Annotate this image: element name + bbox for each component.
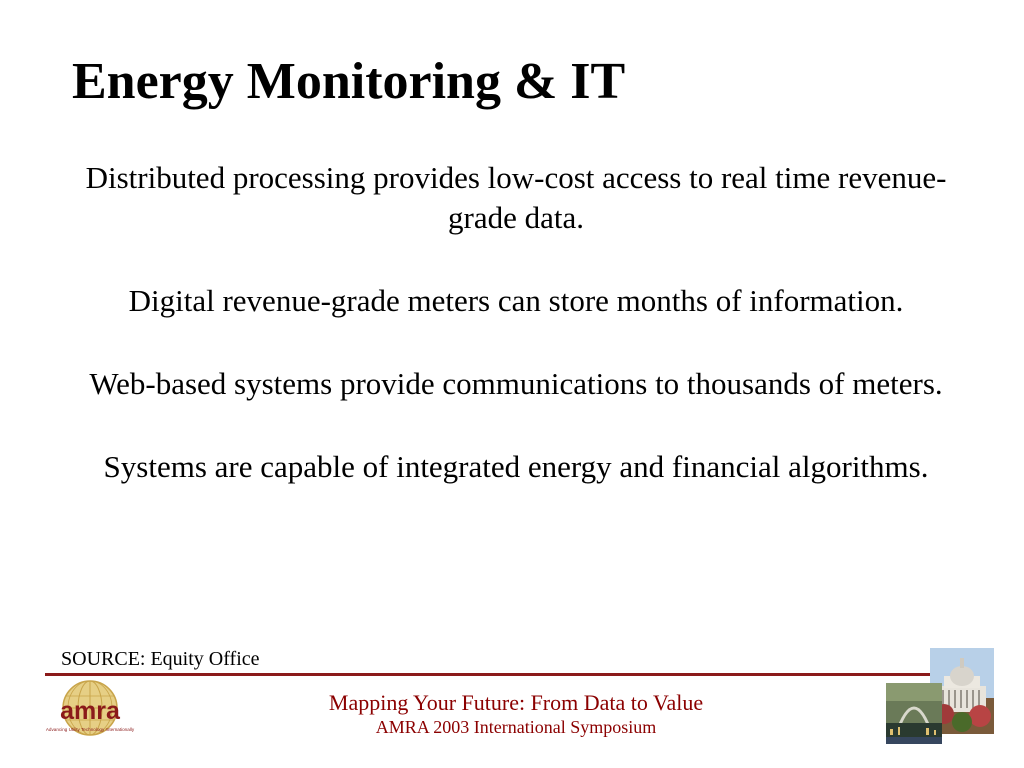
paragraph-4: Systems are capable of integrated energy and financial algorithms. — [103, 449, 929, 484]
footer-caption — [216, 690, 816, 738]
source-note: SOURCE: Equity Office — [61, 648, 260, 670]
paragraph-1: Distributed processing provides low-cost access to real time revenue-grade data. — [85, 160, 947, 235]
logo-tagline: Advancing Utility Technology Internationally — [45, 727, 135, 732]
logo-wordmark: amra — [60, 697, 120, 725]
gateway-arch-photo — [886, 683, 942, 744]
paragraph-2: Digital revenue-grade meters can store months of information. — [128, 283, 904, 318]
slide-body — [60, 158, 972, 530]
footer-subtitle: AMRA 2003 International Symposium — [375, 717, 657, 737]
footer-title: Mapping Your Future: From Data to Value — [328, 690, 704, 715]
amra-logo — [38, 680, 148, 744]
footer-divider — [45, 673, 931, 676]
slide-title: Energy Monitoring & IT — [72, 53, 626, 110]
paragraph-3: Web-based systems provide communications to thousands of meters. — [89, 366, 943, 401]
